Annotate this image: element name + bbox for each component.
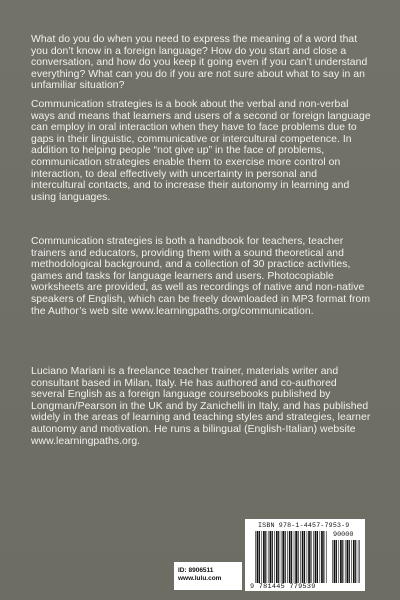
price-barcode-icon [331, 540, 361, 583]
author-bio-paragraph: Luciano Mariani is a freelance teacher trainer, materials writer and consultant based in Milan, Italy. He has authored and co-authored several English as a foreign language coursebooks published by Longman/Pearson in the UK and by Zanichelli in Italy, and has published widely in the areas of learning and teaching styles and strategies, learner autonomy and motivation. He runs a bilingual (English-Italian) website www.learningpaths.org. [31, 366, 371, 447]
barcode-bar [345, 540, 346, 583]
barcode-bar [336, 540, 337, 583]
barcode-bar [313, 531, 314, 583]
barcode-bar [310, 531, 311, 583]
barcode-bar [320, 531, 321, 583]
barcode-bar [261, 531, 262, 583]
barcode-bar [300, 531, 301, 583]
barcode-bar [287, 531, 288, 583]
barcode-bar [263, 531, 265, 583]
barcode-bar [323, 531, 324, 583]
ean-digits-text: 9 781445 779539 [250, 583, 316, 591]
barcode-bar [255, 531, 256, 583]
barcode-bar [274, 531, 275, 583]
barcode-bar [278, 531, 279, 583]
barcode-bar [317, 531, 318, 583]
barcode-bar [321, 531, 323, 583]
isbn-text: ISBN 978-1-4457-7953-9 [258, 522, 350, 529]
barcode-bar [282, 531, 284, 583]
barcode-bar [272, 531, 273, 583]
barcode-bar [347, 540, 349, 583]
barcode-bar [294, 531, 295, 583]
barcode-bar [281, 531, 282, 583]
barcode-bar [276, 531, 278, 583]
barcode-bar [338, 540, 339, 583]
intro-questions-paragraph: What do you do when you need to express the meaning of a word that you don’t know in a foreign language? How do you start and close a conversation, and how do you keep it going even if you can’t understand everything? What can you do if you are not sure about what to say in an unfamiliar situation? [31, 34, 368, 92]
barcode-bar [359, 540, 360, 583]
barcode-bar [291, 531, 292, 583]
barcode-bar [308, 531, 310, 583]
barcode-bar [315, 531, 317, 583]
barcode-bar [334, 540, 336, 583]
barcode-bar [268, 531, 269, 583]
lulu-id-text: ID: 8906511 [178, 567, 214, 574]
barcode-bar [298, 531, 299, 583]
barcode-bar [289, 531, 291, 583]
barcode-bar [326, 531, 327, 583]
barcode-bar [265, 531, 266, 583]
lulu-site-text: www.lulu.com [178, 575, 222, 582]
barcode-bar [270, 531, 272, 583]
handbook-description-paragraph: Communication strategies is both a handbook for teachers, teacher trainers and educators, providing them with a sound theoretical and methodological background, and a collection of 30 practice activities, games and tasks for language learners and users. Photocopiable worksheets are provided, as well as recordings of native and non-native speakers of English, which can be freely downloaded in MP3 format from the Author’s web site www.learningpaths.org/communication. [31, 236, 371, 317]
barcode-bar [355, 540, 356, 583]
barcode-bar [342, 540, 343, 583]
ean-barcode-icon [254, 531, 328, 583]
barcode-bar [257, 531, 259, 583]
barcode-bar [358, 540, 359, 583]
barcode-bar [304, 531, 305, 583]
barcode-bar [307, 531, 308, 583]
lulu-id-label [174, 562, 242, 590]
barcode-bar [349, 540, 350, 583]
barcode-bar [332, 540, 333, 583]
barcode-bar [295, 531, 297, 583]
barcode-bar [259, 531, 260, 583]
barcode-bar [340, 540, 342, 583]
book-description-paragraph: Communication strategies is a book about the verbal and non-verbal ways and means that learners and users of a second or foreign language can employ in oral interaction when they have to face problems due to gaps in their linguistic, communicative or intercultural competence. In addition to helping people “not give up” in the face of problems, communication strategies enable them to exercise more control on interaction, to deal effectively with uncertainty in personal and intercultural contacts, and to increase their autonomy in learning and using languages. [31, 99, 371, 203]
barcode-bar [351, 540, 352, 583]
barcode-bar [285, 531, 286, 583]
barcode-bar [302, 531, 304, 583]
price-code-text: 90000 [333, 531, 354, 539]
barcode-bar [353, 540, 355, 583]
